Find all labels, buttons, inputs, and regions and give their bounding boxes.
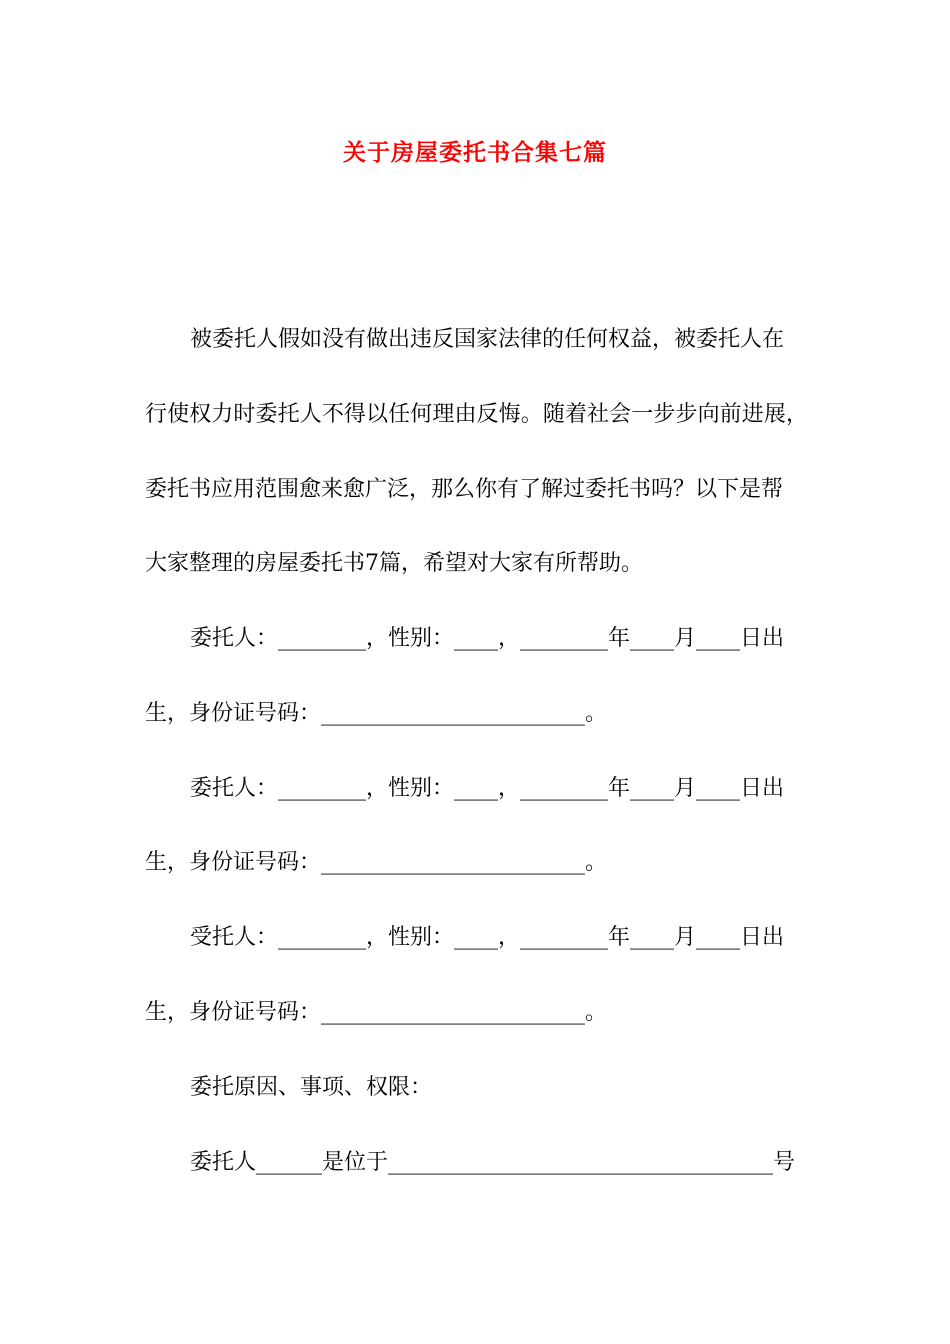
paragraph-line: 大家整理的房屋委托书7篇，希望对大家有所帮助。 bbox=[145, 551, 643, 576]
paragraph-line: 被委托人假如没有做出违反国家法律的任何权益，被委托人在 bbox=[190, 327, 785, 352]
paragraph-line: 委托书应用范围愈来愈广泛，那么你有了解过委托书吗？以下是帮 bbox=[145, 477, 784, 502]
paragraph-line: 行使权力时委托人不得以任何理由反悔。随着社会一步步向前进展， bbox=[145, 402, 808, 427]
form-line-principal-2: 委托人：________，性别：____，________年____月____日出 bbox=[190, 776, 785, 801]
form-line-agent: 受托人：________，性别：____，________年____月____日出 bbox=[190, 925, 785, 950]
form-line-id-1: 生，身份证号码：________________________。 bbox=[145, 701, 608, 726]
section-heading-reason: 委托原因、事项、权限： bbox=[190, 1075, 433, 1100]
form-line-property: 委托人______是位于___________________________________号 bbox=[190, 1150, 796, 1175]
form-line-id-2: 生，身份证号码：________________________。 bbox=[145, 850, 608, 875]
document-title: 关于房屋委托书合集七篇 bbox=[343, 139, 607, 166]
form-line-id-3: 生，身份证号码：________________________。 bbox=[145, 1000, 608, 1025]
form-line-principal-1: 委托人：________，性别：____，________年____月____日出 bbox=[190, 626, 785, 651]
